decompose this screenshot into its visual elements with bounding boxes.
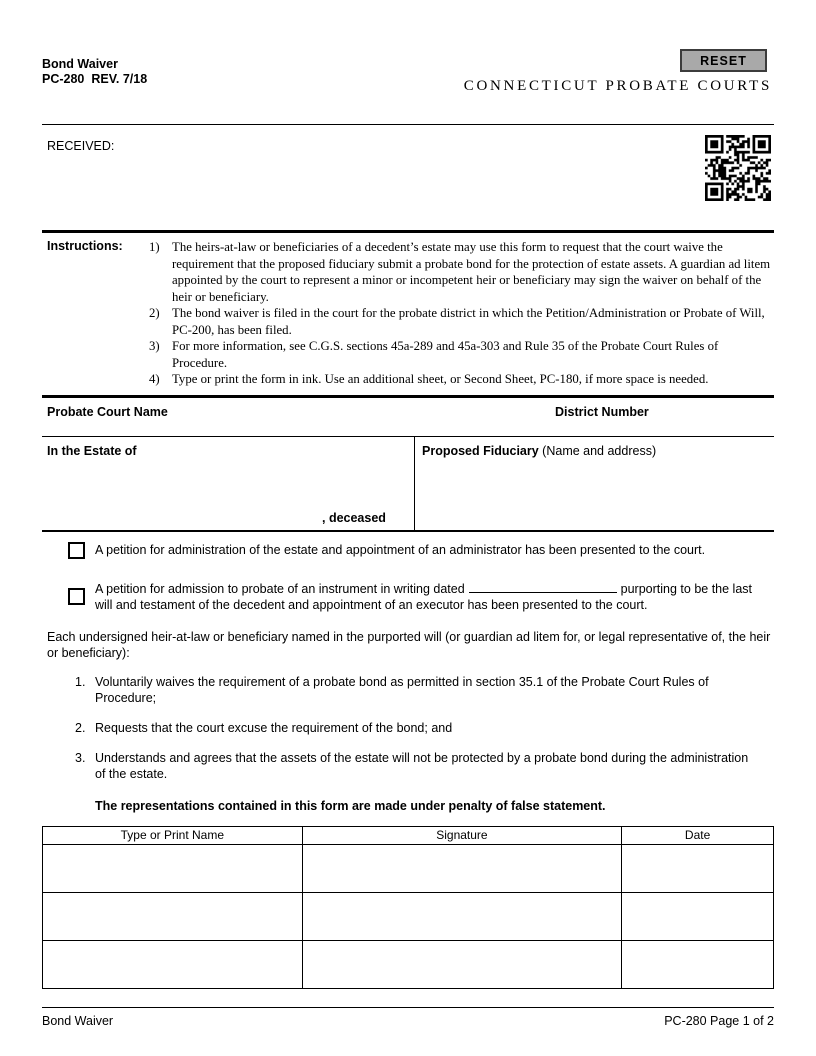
- signature-row-2: [43, 892, 774, 940]
- estate-row: [42, 437, 774, 532]
- instruction-item-2: [149, 305, 772, 338]
- instruction-text: The heirs-at-law or beneficiaries of a decedent’s estate may use this form to request that the court waive the requirement that the proposed fiduciary submit a probate bond for the protection of estate assets. A guardian ad litem appointed by the court to represent a minor or incompetent heir or beneficiary may sign the waiver on behalf of the heir or beneficiary.: [172, 240, 771, 304]
- administration-checkbox[interactable]: [68, 542, 85, 559]
- instruction-item-1: [149, 239, 772, 305]
- probate-text-after: purporting to be the last will and testament of the decedent and appointment of an executor has been presented to the court.: [95, 581, 752, 612]
- instructions-label: Instructions:: [47, 239, 123, 253]
- header-signature: Signature: [302, 826, 622, 844]
- instruction-item-3: [149, 338, 772, 371]
- signature-table: [42, 826, 774, 989]
- dated-blank-field[interactable]: [469, 580, 617, 593]
- signature-cell-1[interactable]: [302, 844, 622, 892]
- in-the-estate-of-label: In the Estate of: [47, 443, 137, 458]
- date-cell-2[interactable]: [622, 892, 774, 940]
- administration-text: A petition for administration of the estate and appointment of an administrator has been presented to the court.: [95, 543, 706, 557]
- declaration-text: Understands and agrees that the assets of the estate will not be protected by a probate bond during the administration of the estate.: [95, 750, 749, 781]
- instruction-text: Type or print the form in ink. Use an additional sheet, or Second Sheet, PC-180, if more space is needed.: [172, 372, 709, 386]
- header-type-or-print-name: Type or Print Name: [43, 826, 303, 844]
- received-label: RECEIVED:: [47, 139, 115, 153]
- declaration-item-3: [75, 750, 774, 782]
- name-cell-2[interactable]: [43, 892, 303, 940]
- declaration-number: 2.: [75, 720, 86, 735]
- instruction-text: The bond waiver is filed in the court for the probate district in which the Petition/Administration or Probate of Will, PC-200, has been filed.: [172, 306, 765, 337]
- probate-text-before: A petition for admission to probate of an instrument in writing dated: [95, 581, 465, 596]
- probate-text: [95, 580, 774, 613]
- signature-row-3: [43, 940, 774, 988]
- name-cell-1[interactable]: [43, 844, 303, 892]
- form-title: Bond Waiver: [42, 57, 118, 71]
- district-number-label: District Number: [555, 404, 649, 419]
- received-section: [42, 125, 774, 233]
- page-footer: [42, 1007, 774, 1028]
- estate-name-field[interactable]: [47, 463, 409, 508]
- qr-code: [705, 135, 771, 201]
- declaration-number: 3.: [75, 750, 86, 765]
- name-cell-3[interactable]: [43, 940, 303, 988]
- court-system-title: CONNECTICUT PROBATE COURTS: [463, 78, 772, 94]
- instruction-text: For more information, see C.G.S. sections 45a-289 and 45a-303 and Rule 35 of the Probate Court Rules of Procedure.: [172, 339, 719, 370]
- deceased-suffix: , deceased: [322, 510, 386, 525]
- fiduciary-hint: (Name and address): [538, 443, 657, 458]
- instructions-section: [42, 233, 774, 398]
- declaration-item-1: [75, 674, 774, 706]
- probate-checkbox[interactable]: [68, 588, 85, 605]
- form-number: PC-280 REV. 7/18: [42, 72, 148, 86]
- probate-court-name-label: Probate Court Name: [47, 404, 168, 419]
- fiduciary-cell: [415, 437, 774, 530]
- footer-page-number: PC-280 Page 1 of 2: [664, 1014, 774, 1028]
- date-cell-3[interactable]: [622, 940, 774, 988]
- instructions-list: [149, 239, 774, 388]
- estate-name-cell: [42, 437, 415, 530]
- signature-cell-2[interactable]: [302, 892, 622, 940]
- declaration-text: Voluntarily waives the requirement of a probate bond as permitted in section 35.1 of the Probate Court Rules of Procedure;: [95, 674, 709, 705]
- petition-administration-row: [68, 542, 774, 559]
- signature-table-header-row: [43, 826, 774, 844]
- footer-form-title: Bond Waiver: [42, 1014, 114, 1028]
- header-date: Date: [622, 826, 774, 844]
- instruction-number: 4): [149, 372, 160, 386]
- instruction-number: 1): [149, 240, 160, 254]
- penalty-statement: The representations contained in this form are made under penalty of false statement.: [95, 798, 606, 813]
- instruction-item-4: [149, 371, 772, 388]
- fiduciary-field[interactable]: [420, 463, 769, 508]
- declaration-text: Requests that the court excuse the requirement of the bond; and: [95, 720, 453, 735]
- instruction-number: 2): [149, 306, 160, 320]
- date-cell-1[interactable]: [622, 844, 774, 892]
- instruction-number: 3): [149, 339, 160, 353]
- declaration-list: [42, 674, 774, 782]
- declaration-intro: Each undersigned heir-at-law or beneficiary named in the purported will (or guardian ad litem for, or legal representative of, the heir or beneficiary):: [47, 629, 771, 660]
- received-stamp-area: [142, 135, 694, 224]
- petition-probate-row: [68, 580, 774, 613]
- declaration-number: 1.: [75, 674, 86, 689]
- signature-cell-3[interactable]: [302, 940, 622, 988]
- reset-button[interactable]: RESET: [680, 49, 767, 72]
- form-header: [42, 0, 774, 125]
- declaration-item-2: [75, 720, 774, 736]
- court-name-row: [42, 398, 774, 437]
- proposed-fiduciary-label: Proposed Fiduciary: [422, 443, 539, 458]
- signature-row-1: [43, 844, 774, 892]
